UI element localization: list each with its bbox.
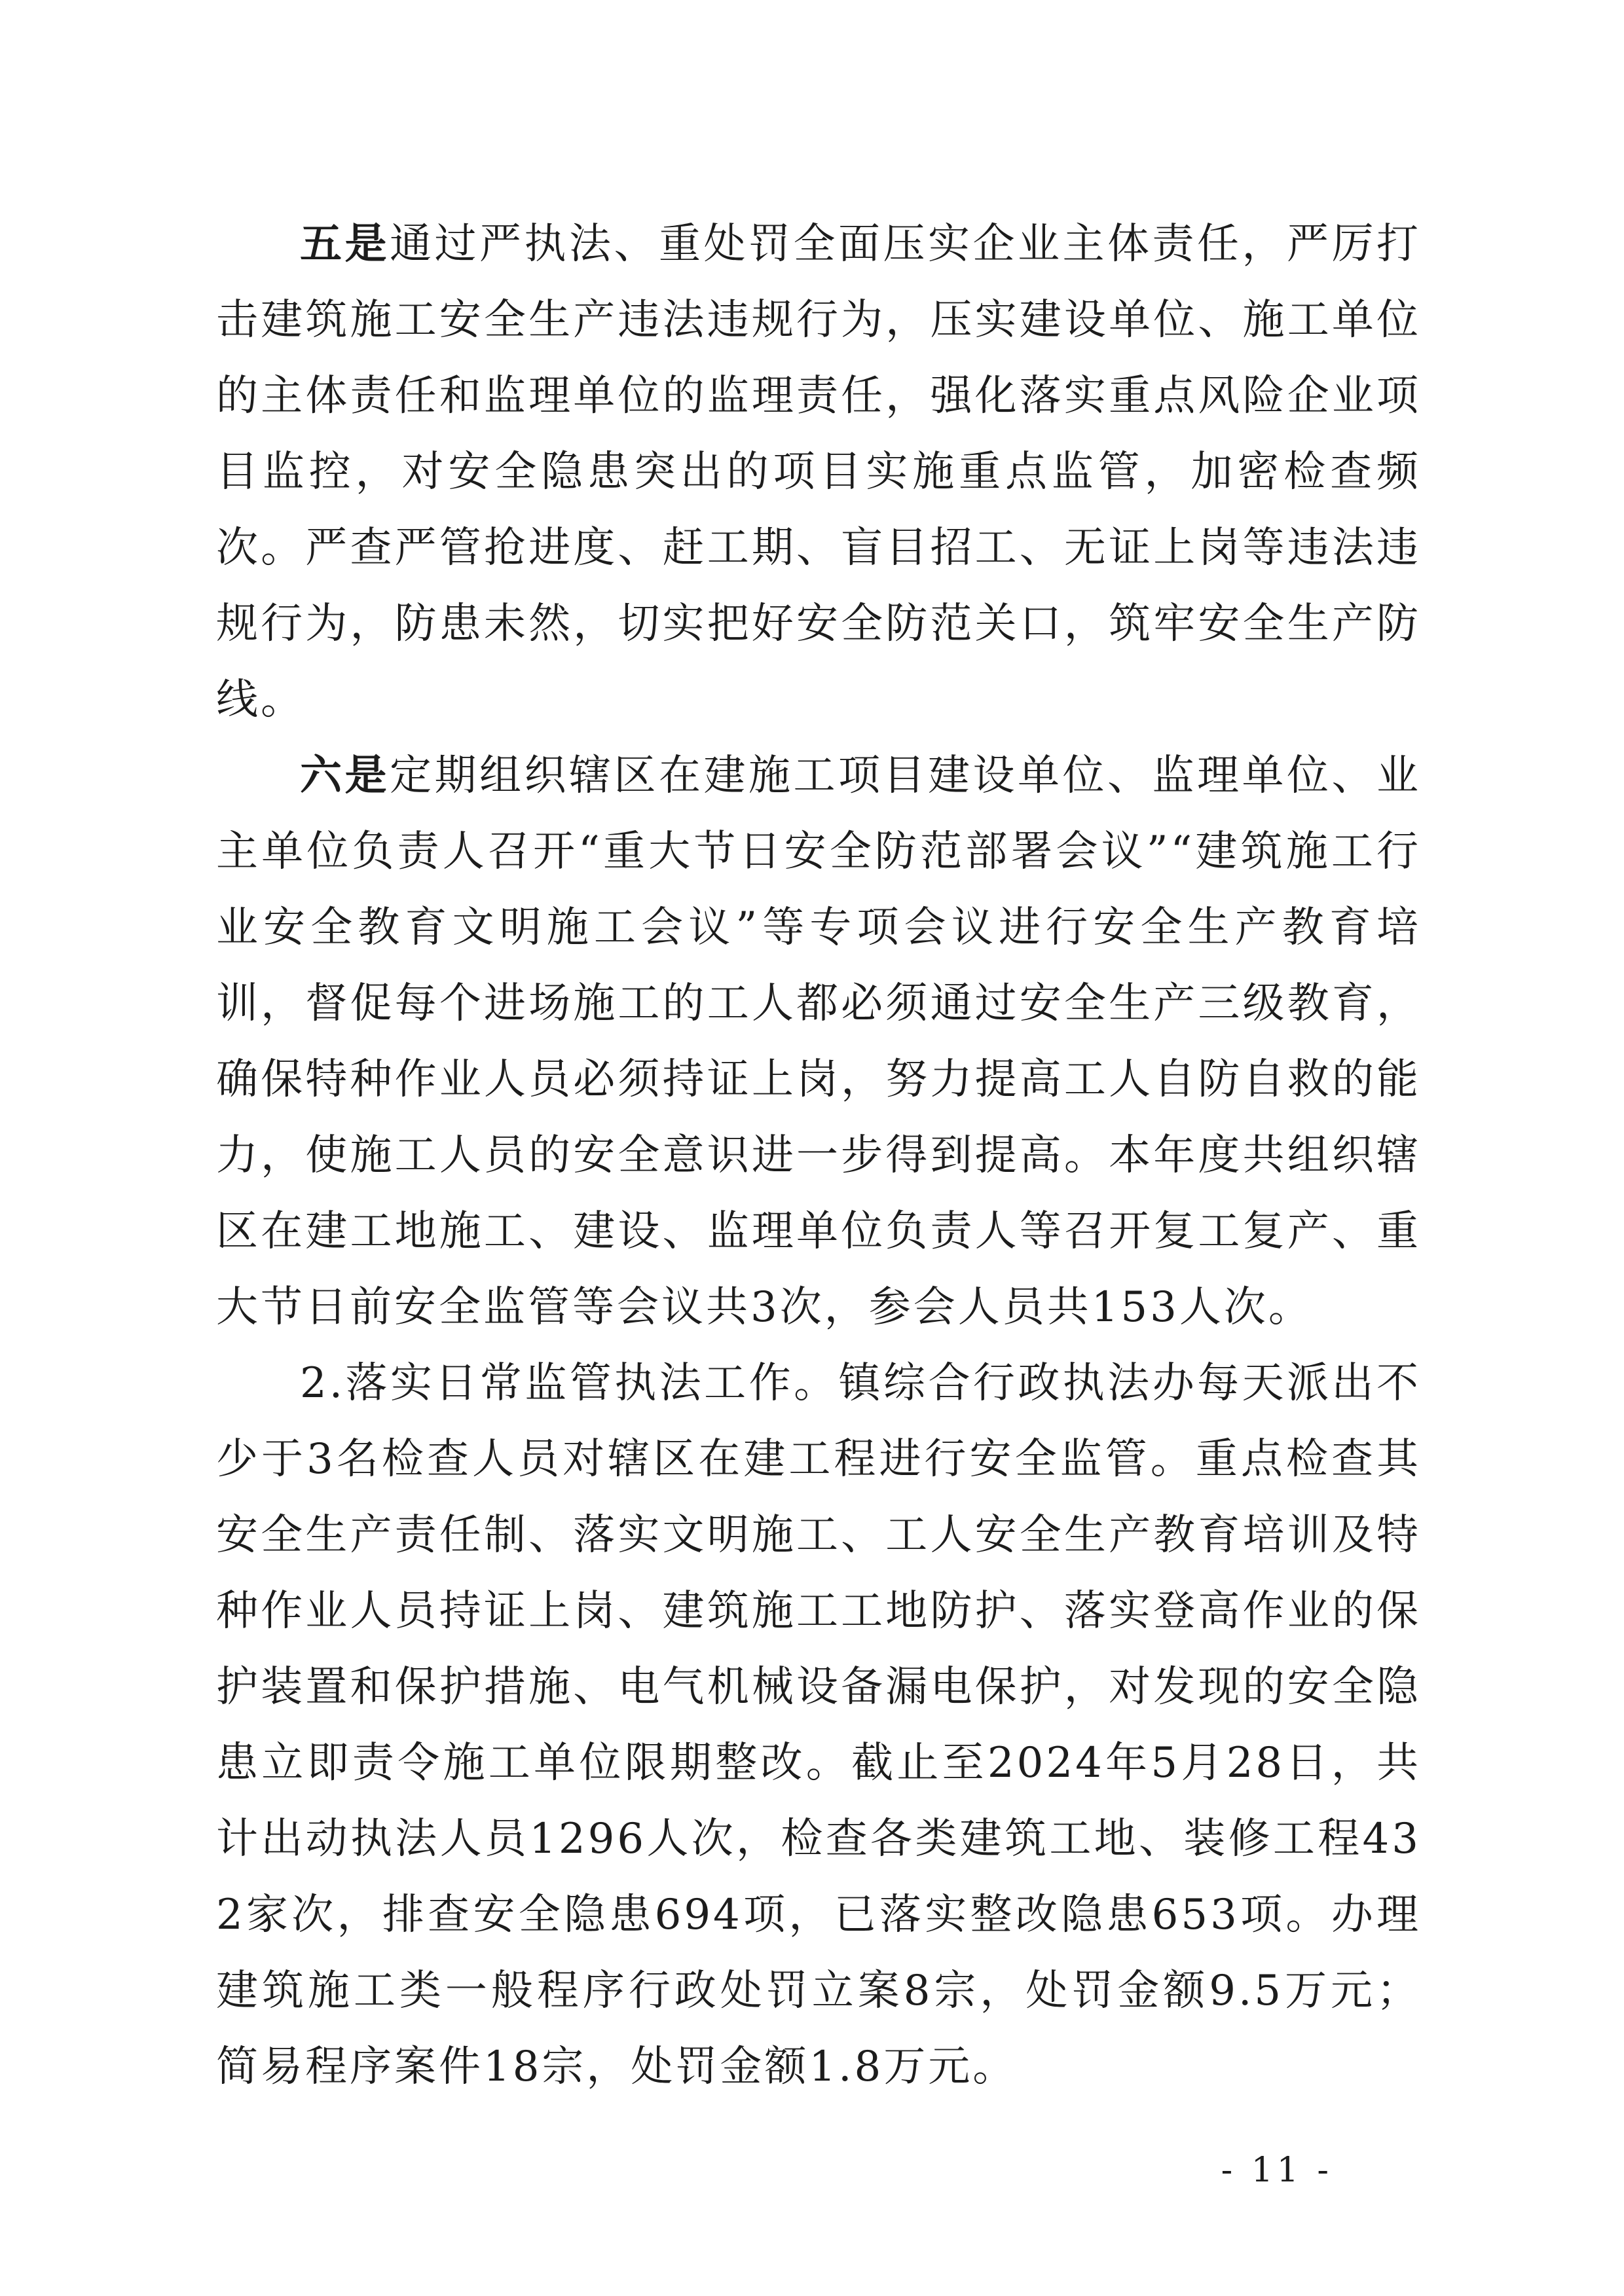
- paragraph-lead: 五是: [300, 220, 390, 268]
- paragraph-text: 通过严执法、重处罚全面压实企业主体责任，严厉打击建筑施工安全生产违法违规行为，压实建设单位、施工单位的主体责任和监理单位的监理责任，强化落实重点风险企业项目监控，对安全隐患突出的项目实施重点监管，加密检查频次。严查严管抢进度、赶工期、盲目招工、无证上岗等违法违规行为，防患未然，切实把好安全防范关口，筑牢安全生产防线。: [216, 220, 1421, 724]
- paragraph-text: 2.落实日常监管执法工作。镇综合行政执法办每天派出不少于3名检查人员对辖区在建工程进行安全监管。重点检查其安全生产责任制、落实文明施工、工人安全生产教育培训及特种作业人员持证上岗、建筑施工工地防护、落实登高作业的保护装置和保护措施、电气机械设备漏电保护，对发现的安全隐患立即责令施工单位限期整改。截止至2024年5月28日，共计出动执法人员1296人次，检查各类建筑工地、装修工程432家次，排查安全隐患694项，已落实整改隐患653项。办理建筑施工类一般程序行政处罚立案8宗，处罚金额9.5万元；简易程序案件18宗，处罚金额1.8万元。: [216, 1359, 1421, 2091]
- paragraph-text: 定期组织辖区在建施工项目建设单位、监理单位、业主单位负责人召开“重大节日安全防范部署会议”“建筑施工行业安全教育文明施工会议”等专项会议进行安全生产教育培训，督促每个进场施工的工人都必须通过安全生产三级教育，确保特种作业人员必须持证上岗，努力提高工人自防自救的能力，使施工人员的安全意识进一步得到提高。本年度共组织辖区在建工地施工、建设、监理单位负责人等召开复工复产、重大节日前安全监管等会议共3次，参会人员共153人次。: [216, 752, 1421, 1332]
- paragraph-six: [216, 738, 1421, 1345]
- paragraph-five: [216, 206, 1421, 738]
- document-body: [216, 206, 1421, 2105]
- page-number: - 11 -: [1221, 2151, 1333, 2190]
- paragraph-lead: 六是: [300, 752, 390, 800]
- paragraph-daily-supervision: [216, 1345, 1421, 2105]
